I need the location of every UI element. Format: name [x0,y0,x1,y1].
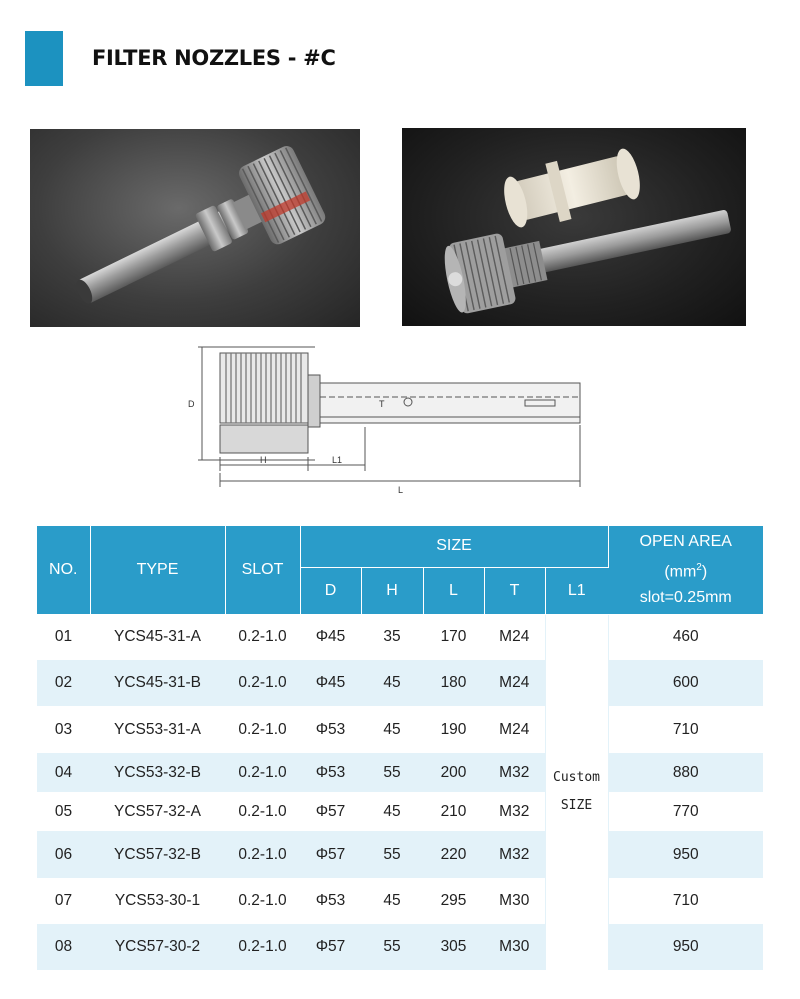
cell-type: YCS45-31-B [90,660,225,706]
header-l1: L1 [545,567,608,614]
header-size: SIZE [300,526,608,567]
table-row [37,660,763,706]
cell-slot: 0.2-1.0 [238,802,287,820]
cell-l: 180 [423,660,484,706]
cell-no: 04 [37,753,90,792]
open-area-slot: slot=0.25mm [639,588,732,606]
cell-slot: 0.2-1.0 [225,831,300,878]
custom-size-line1: Custom [553,770,600,786]
cell-no: 06 [37,831,90,878]
header-h: H [361,567,423,614]
cell-d: Φ45 [300,660,361,706]
header-d: D [300,567,361,614]
cell-t: M30 [499,892,530,909]
cell-h: 45 [383,892,401,909]
cell-l: 170 [440,628,467,646]
cell-d: Φ57 [300,924,361,970]
cell-t: M32 [499,802,530,820]
cell-l: 210 [440,802,467,820]
cell-type: YCS45-31-A [113,628,201,646]
header-no: NO. [37,526,90,614]
title-accent-bar [25,31,63,86]
cell-h: 55 [361,924,423,970]
cell-d: Φ53 [315,892,346,909]
cell-d: Φ45 [315,628,346,646]
header-slot: SLOT [225,526,300,614]
open-area-unit: $(mm^2)$ [664,561,708,580]
cell-type: YCS57-32-B [90,831,225,878]
cell-t: M30 [484,924,545,970]
cell-open-area: 710 [608,878,763,924]
open-area-title: OPEN AREA [639,532,732,550]
header-open-area [608,526,763,614]
cell-slot: 0.2-1.0 [225,660,300,706]
table-row [37,831,763,878]
cell-l: 220 [423,831,484,878]
product-photo-nozzle-metal [30,129,360,327]
cell-t: M32 [484,753,545,792]
cell-l: 305 [423,924,484,970]
technical-drawing [180,345,600,505]
table-row [37,878,763,924]
table-row [37,614,763,660]
cell-d: Φ57 [315,802,346,820]
dim-label-l1: L1 [332,455,343,465]
product-photo-nozzle-with-cap [402,128,746,326]
cell-no: 05 [54,802,73,820]
cell-open-area: 600 [608,660,763,706]
cell-type: YCS53-32-B [90,753,225,792]
page-title: FILTER NOZZLES - #C [92,46,336,70]
header-t: T [484,567,545,614]
cell-h: 55 [361,831,423,878]
cell-l: 295 [440,892,467,909]
cell-d: Φ53 [315,720,346,738]
cell-l: 200 [423,753,484,792]
cell-no: 08 [37,924,90,970]
cell-open-area: 460 [608,614,763,660]
cell-open-area: 710 [608,706,763,753]
cell-type: YCS53-30-1 [114,892,201,909]
cell-t: M24 [499,628,530,646]
cell-d: Φ57 [300,831,361,878]
cell-slot: 0.2-1.0 [238,628,287,646]
cell-l1-custom-size [545,614,608,970]
cell-h: 55 [361,753,423,792]
dim-label-t: T [379,399,385,409]
custom-size-line2: SIZE [560,798,593,814]
dim-label-h: H [260,455,267,465]
cell-open-area: 880 [608,753,763,792]
cell-no: 02 [37,660,90,706]
header-l: L [423,567,484,614]
table-row [37,706,763,753]
cell-open-area: 770 [608,792,763,831]
table-row [37,753,763,792]
header-type: TYPE [90,526,225,614]
cell-l: 190 [440,720,467,738]
cell-open-area: 950 [608,924,763,970]
dim-label-d: D [188,399,195,409]
cell-d: Φ53 [300,753,361,792]
cell-slot: 0.2-1.0 [225,924,300,970]
cell-h: 35 [383,628,401,646]
table-row [37,924,763,970]
cell-h: 45 [383,720,401,738]
cell-h: 45 [383,802,401,820]
dim-label-l: L [398,485,404,495]
cell-slot: 0.2-1.0 [238,720,287,738]
cell-no: 03 [54,720,73,738]
cell-no: 01 [54,628,73,646]
cell-h: 45 [361,660,423,706]
cell-slot: 0.2-1.0 [238,892,287,909]
cell-t: M24 [484,660,545,706]
table-row [37,792,763,831]
cell-open-area: 950 [608,831,763,878]
cell-type: YCS57-32-A [113,802,201,820]
cell-t: M32 [484,831,545,878]
cell-no: 07 [54,892,73,909]
cell-t: M24 [499,720,530,738]
cell-slot: 0.2-1.0 [225,753,300,792]
cell-type: YCS53-31-A [113,720,201,738]
cell-type: YCS57-30-2 [90,924,225,970]
spec-table [37,526,763,970]
